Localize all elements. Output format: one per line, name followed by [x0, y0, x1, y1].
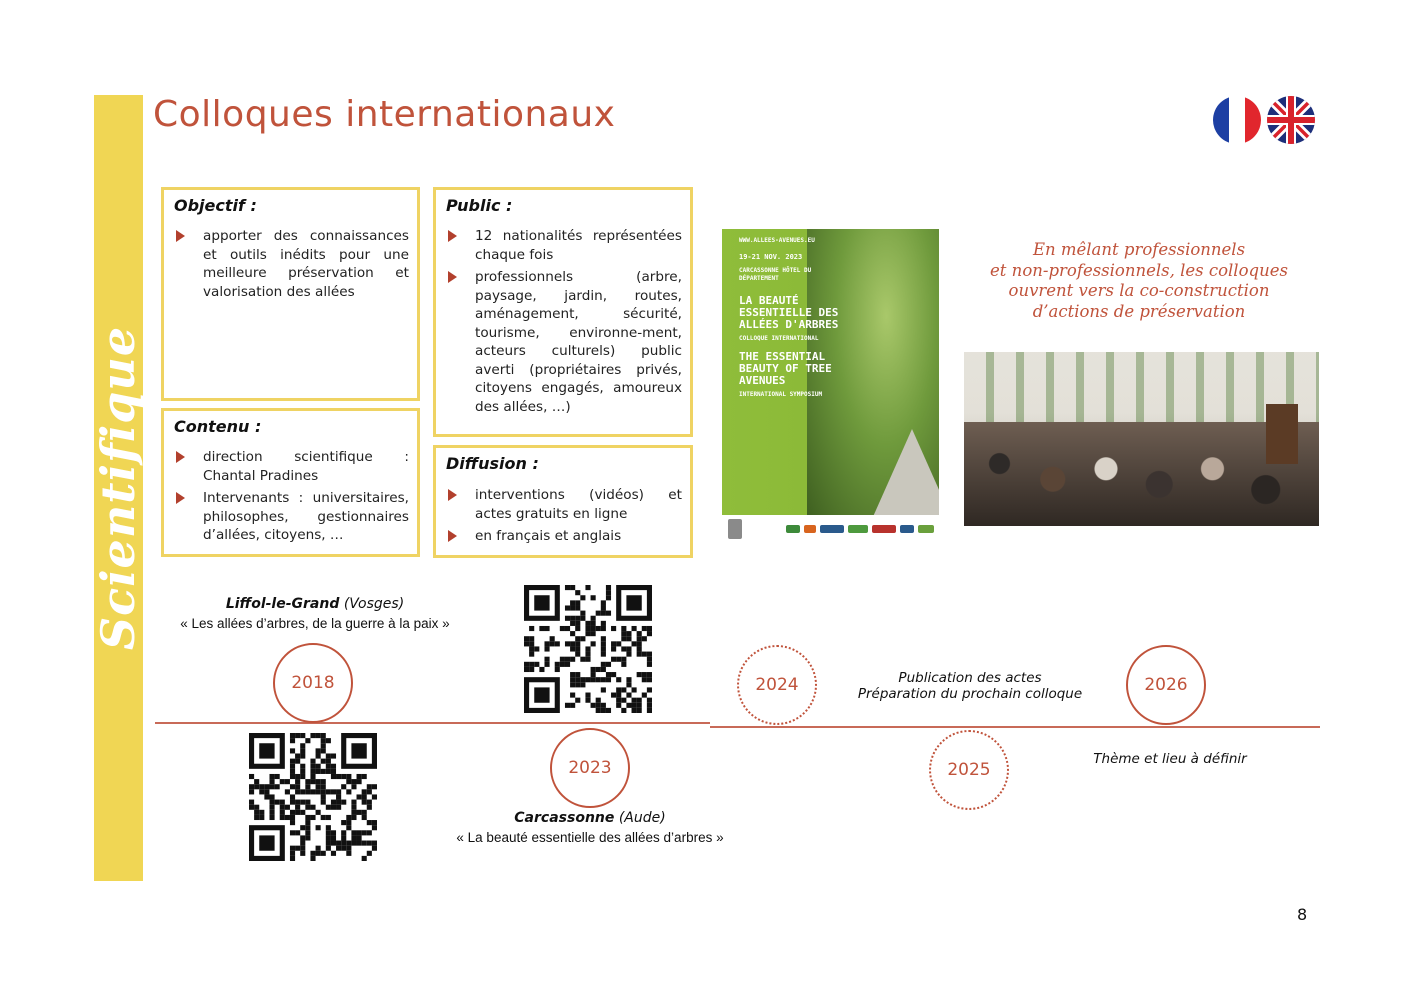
objectif-list [174, 227, 409, 305]
public-list [446, 227, 682, 420]
quote-line: ouvrent vers la co-construction [1008, 281, 1270, 300]
note-line: Publication des actes [898, 670, 1042, 686]
event-2026-note: Thème et lieu à définir [1093, 751, 1247, 767]
contenu-heading: Contenu : [174, 417, 262, 436]
logo-icon [820, 525, 844, 533]
bullet-icon [448, 271, 457, 283]
page-title: Colloques internationaux [153, 94, 616, 135]
diffusion-heading: Diffusion : [446, 454, 539, 473]
list-item: Intervenants : universitaires, philosophes, gestionnaires d’allées, citoyens, … [174, 489, 409, 545]
road-image [872, 429, 939, 519]
event-region: (Vosges) [343, 596, 405, 612]
page-number: 8 [1297, 905, 1308, 924]
photo-podium [1266, 404, 1298, 464]
conference-photo [964, 352, 1319, 526]
bullet-icon [176, 492, 185, 504]
poster-place: CARCASSONNE HÔTEL DU DÉPARTEMENT [739, 267, 812, 282]
poster-title-en: THE ESSENTIAL BEAUTY OF TREE AVENUES [739, 350, 832, 387]
event-2023-caption [440, 810, 740, 845]
bullet-icon [448, 530, 457, 542]
highlight-quote [963, 240, 1315, 322]
event-2018-caption [165, 596, 465, 631]
language-switcher [1213, 96, 1315, 144]
france-flag-icon[interactable] [1213, 96, 1261, 144]
quote-line: d’actions de préservation [1032, 301, 1246, 321]
bullet-icon [448, 489, 457, 501]
qr-code-2018[interactable] [249, 733, 377, 861]
logo-icon [918, 525, 934, 533]
uk-flag-icon[interactable] [1267, 96, 1315, 144]
event-place: Carcassonne [514, 810, 615, 826]
logo-icon [804, 525, 816, 533]
list-item: en français et anglais [446, 527, 682, 546]
qr-code-2023[interactable] [524, 585, 652, 713]
public-heading: Public : [446, 196, 513, 215]
bullet-icon [448, 230, 457, 242]
diffusion-box [433, 445, 693, 558]
logo-icon [848, 525, 868, 533]
poster-url: WWW.ALLEES-AVENUES.EU [739, 237, 815, 244]
logo-icon [786, 525, 800, 533]
contenu-box [161, 408, 420, 557]
event-theme: « La beauté essentielle des allées d’arbres » [456, 830, 724, 845]
year-2024-circle: 2024 [737, 645, 817, 725]
timeline-line [710, 726, 1320, 728]
year-2023-circle: 2023 [550, 728, 630, 808]
list-item: 12 nationalités représentées chaque fois [446, 227, 682, 264]
event-region: (Aude) [618, 810, 666, 826]
logo-icon [872, 525, 896, 533]
poster-logos [722, 515, 939, 543]
objectif-heading: Objectif : [174, 196, 257, 215]
poster-title-fr: LA BEAUTÉ ESSENTIELLE DES ALLÉES D'ARBRES [739, 294, 839, 331]
public-box [433, 187, 693, 437]
list-item: apporter des connaissances et outils inédits pour une meilleure préservation et valorisation des allées [174, 227, 409, 301]
quote-line: En mêlant professionnels [1032, 240, 1246, 259]
poster-dates: 19-21 NOV. 2023 [739, 253, 803, 261]
list-item: professionnels (arbre, paysage, jardin, routes, aménagement, sécurité, tourisme, environne-ment, acteurs culturels) public averti (propriétaires privés, citoyens engagés, amoureux des allées, …) [446, 268, 682, 416]
poster-sub-fr: COLLOQUE INTERNATIONAL [739, 335, 819, 342]
section-label: Scientifique [91, 325, 145, 651]
list-item: direction scientifique : Chantal Pradines [174, 448, 409, 485]
quote-line: et non-professionnels, les colloques [990, 260, 1288, 280]
poster-sub-en: INTERNATIONAL SYMPOSIUM [739, 391, 823, 398]
objectif-box [161, 187, 420, 401]
actes-note [840, 670, 1100, 702]
bullet-icon [176, 230, 185, 242]
year-2018-circle: 2018 [273, 643, 353, 723]
logo-icon [728, 519, 742, 539]
note-line: Préparation du prochain colloque [857, 686, 1083, 702]
logo-icon [900, 525, 914, 533]
year-2026-circle: 2026 [1126, 645, 1206, 725]
year-2025-circle: 2025 [929, 730, 1009, 810]
colloquium-poster [722, 229, 939, 543]
diffusion-list [446, 486, 682, 550]
timeline-line [155, 722, 710, 724]
event-theme: « Les allées d’arbres, de la guerre à la paix » [180, 616, 450, 631]
list-item: interventions (vidéos) et actes gratuits en ligne [446, 486, 682, 523]
poster-text [739, 237, 839, 399]
bullet-icon [176, 451, 185, 463]
contenu-list [174, 448, 409, 549]
event-place: Liffol-le-Grand [225, 596, 340, 612]
